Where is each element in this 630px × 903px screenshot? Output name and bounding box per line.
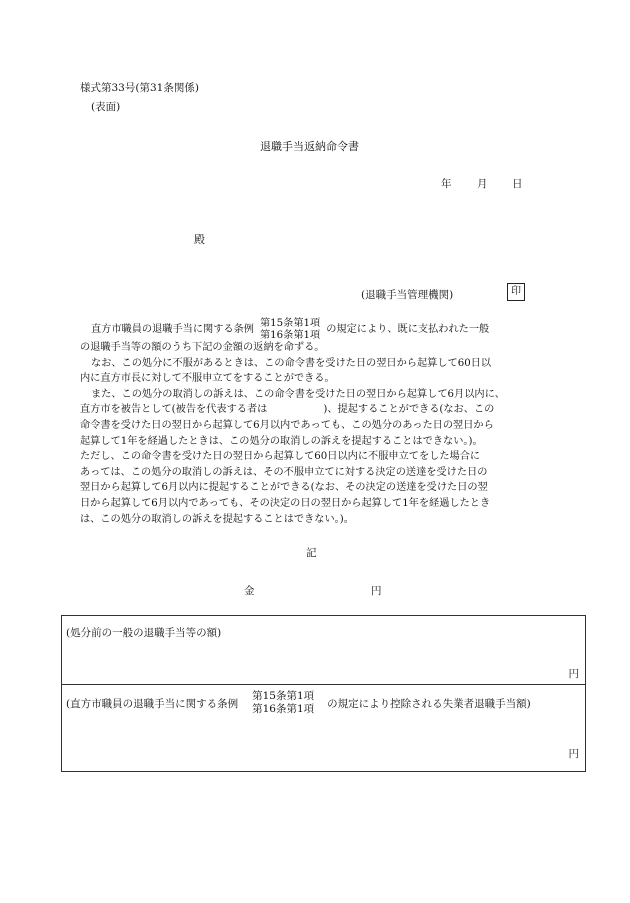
- seal-mark: 印: [507, 283, 525, 301]
- defendant-rep-after: )、提起することができる(なお、この: [323, 404, 495, 416]
- body-line: ただし、この命令書を受けた日の翌日から起算して60日以内に不服申立てをした場合に: [80, 451, 481, 463]
- form-number: 様式第33号(第31条関係): [80, 82, 199, 94]
- body-line: 命令書を受けた日の翌日から起算して6月以内であっても、この処分のあった日の翌日から: [80, 419, 494, 431]
- table-row: [62, 616, 585, 685]
- date-month-label: 月: [477, 178, 488, 190]
- article-stack: [252, 690, 314, 716]
- body-line: また、この処分の取消しの訴えは、この命令書を受けた日の翌日から起算して6月以内に、: [91, 388, 505, 400]
- body-line: 翌日から起算して6月以内に提起することができる(なお、その決定の送達を受けた日の翌: [80, 482, 488, 494]
- yen-unit: 円: [568, 748, 579, 760]
- body-line: なお、この処分に不服があるときは、この命令書を受けた日の翌日から起算して60日以: [91, 357, 492, 369]
- lead-before: 直方市職員の退職手当に関する条例: [91, 324, 254, 336]
- lead-after: の規定により、既に支払われた一般: [326, 324, 490, 336]
- side-label: (表面): [91, 101, 121, 113]
- body-line: あっては、この処分の取消しの訴えは、その不服申立てに対する決定の送達を受けた日の: [80, 466, 488, 478]
- addressee-suffix: 殿: [194, 233, 205, 246]
- body-line: の退職手当等の額のうち下記の金額の返納を命ずる。: [80, 342, 325, 353]
- body-line: 起算して1年を経過したときは、この処分の取消しの訴えを提起することはできない。)。: [80, 435, 483, 447]
- article-15: 第15条第1項: [260, 318, 321, 329]
- body-line: 内に直方市長に対して不服申立てをすることができる。: [80, 373, 335, 385]
- deduction-amount-label: [66, 690, 531, 716]
- table-row: [62, 684, 585, 772]
- article-stack: [260, 318, 320, 342]
- pre-disposition-amount-label: (処分前の一般の退職手当等の額): [66, 627, 222, 639]
- article-16: 第16条第1項: [252, 703, 315, 715]
- yen-unit: 円: [568, 668, 579, 680]
- amount-table: [61, 615, 586, 772]
- body-line: は、この処分の取消しの訴えを提起することはできない。)。: [80, 513, 354, 525]
- row2-before: (直方市職員の退職手当に関する条例: [66, 697, 239, 710]
- body-line: [80, 402, 560, 418]
- body-line: 日から起算して6月以内であっても、その決定の日の翌日から起算して1年を経過したとき: [80, 497, 491, 509]
- article-15: 第15条第1項: [252, 690, 315, 702]
- row2-after: の規定により控除される失業者退職手当額): [327, 697, 531, 710]
- amount-kin-label: 金: [244, 585, 255, 597]
- issuing-authority: (退職手当管理機関): [361, 289, 454, 301]
- amount-en-label: 円: [371, 585, 382, 597]
- ki-heading: 記: [306, 547, 317, 559]
- date-day-label: 日: [512, 178, 523, 190]
- defendant-rep-before: 直方市を被告として(被告を代表する者は: [80, 404, 268, 416]
- article-16: 第16条第1項: [260, 330, 321, 341]
- document-title: 退職手当返納命令書: [260, 140, 359, 153]
- body-text: [80, 318, 560, 527]
- date-year-label: 年: [441, 178, 452, 190]
